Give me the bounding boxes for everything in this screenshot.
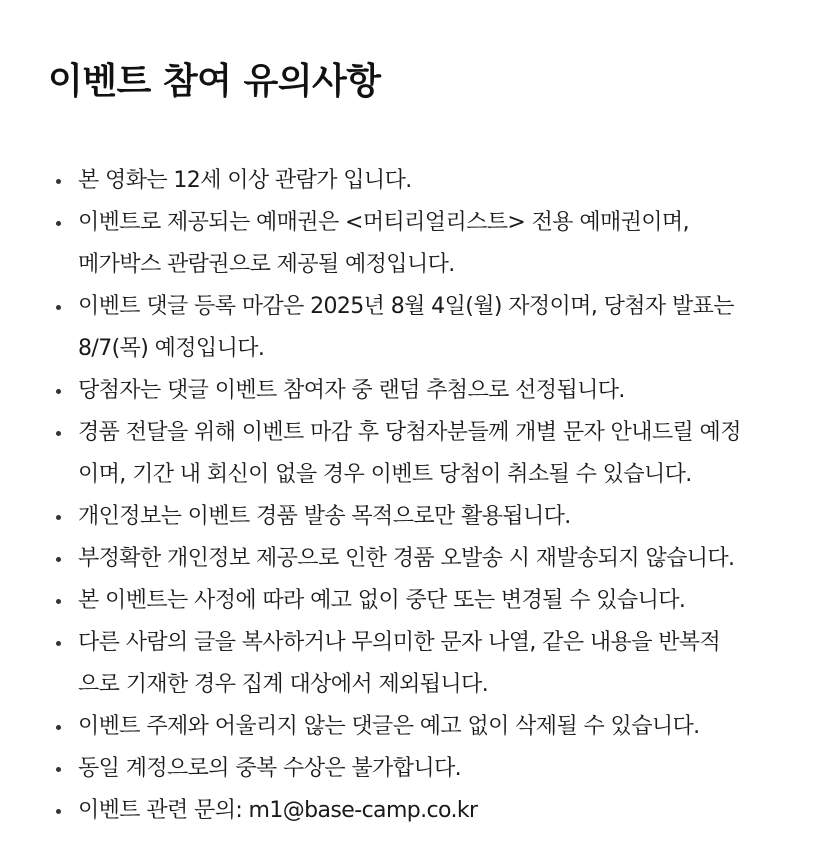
- bullet-icon: [56, 305, 61, 310]
- list-item: [48, 580, 792, 622]
- list-item-text: 동일 계정으로의 중복 수상은 불가합니다.: [78, 756, 462, 781]
- list-item-text: 본 이벤트는 사정에 따라 예고 없이 중단 또는 변경될 수 있습니다.: [78, 588, 686, 613]
- bullet-icon: [56, 431, 61, 436]
- list-item: [48, 412, 792, 496]
- list-item: [48, 748, 792, 790]
- list-item-text: 개인정보는 이벤트 경품 발송 목적으로만 활용됩니다.: [78, 504, 571, 529]
- list-item-text: 부정확한 개인정보 제공으로 인한 경품 오발송 시 재발송되지 않습니다.: [78, 546, 735, 571]
- list-item: [48, 538, 792, 580]
- list-item-text: 메가박스 관람권으로 제공될 예정입니다.: [78, 252, 455, 277]
- list-item-text: 8/7(목) 예정입니다.: [78, 336, 265, 361]
- list-item: [48, 622, 792, 706]
- bullet-icon: [56, 641, 61, 646]
- list-item-text: 으로 기재한 경우 집계 대상에서 제외됩니다.: [78, 672, 489, 697]
- list-item: [48, 496, 792, 538]
- contact-info-text: 이벤트 관련 문의: m1@base-camp.co.kr: [78, 798, 478, 823]
- bullet-icon: [56, 557, 61, 562]
- bullet-icon: [56, 389, 61, 394]
- list-item-text: 당첨자는 댓글 이벤트 참여자 중 랜덤 추첨으로 선정됩니다.: [78, 378, 625, 403]
- list-item-text: 이며, 기간 내 회신이 없을 경우 이벤트 당첨이 취소될 수 있습니다.: [78, 462, 692, 487]
- list-item-text: 이벤트 댓글 등록 마감은 2025년 8월 4일(월) 자정이며, 당첨자 발표는: [78, 294, 734, 319]
- bullet-icon: [56, 725, 61, 730]
- list-item: [48, 790, 792, 832]
- bullet-icon: [56, 599, 61, 604]
- list-item: [48, 160, 792, 202]
- list-item-text: 이벤트로 제공되는 예매권은 <머티리얼리스트> 전용 예매권이며,: [78, 210, 689, 235]
- bullet-icon: [56, 515, 61, 520]
- list-item: [48, 202, 792, 286]
- bullet-icon: [56, 221, 61, 226]
- notice-list: [48, 160, 792, 832]
- list-item-text: 경품 전달을 위해 이벤트 마감 후 당첨자분들께 개별 문자 안내드릴 예정: [78, 420, 741, 445]
- list-item-text: 이벤트 주제와 어울리지 않는 댓글은 예고 없이 삭제될 수 있습니다.: [78, 714, 700, 739]
- bullet-icon: [56, 179, 61, 184]
- list-item: [48, 286, 792, 370]
- list-item-text: 다른 사람의 글을 복사하거나 무의미한 문자 나열, 같은 내용을 반복적: [78, 630, 721, 655]
- list-item: [48, 706, 792, 748]
- event-notice-section: [48, 52, 792, 832]
- bullet-icon: [56, 767, 61, 772]
- list-item-text: 본 영화는 12세 이상 관람가 입니다.: [78, 168, 412, 193]
- bullet-icon: [56, 809, 61, 814]
- page-title: 이벤트 참여 유의사항: [48, 61, 381, 102]
- list-item: [48, 370, 792, 412]
